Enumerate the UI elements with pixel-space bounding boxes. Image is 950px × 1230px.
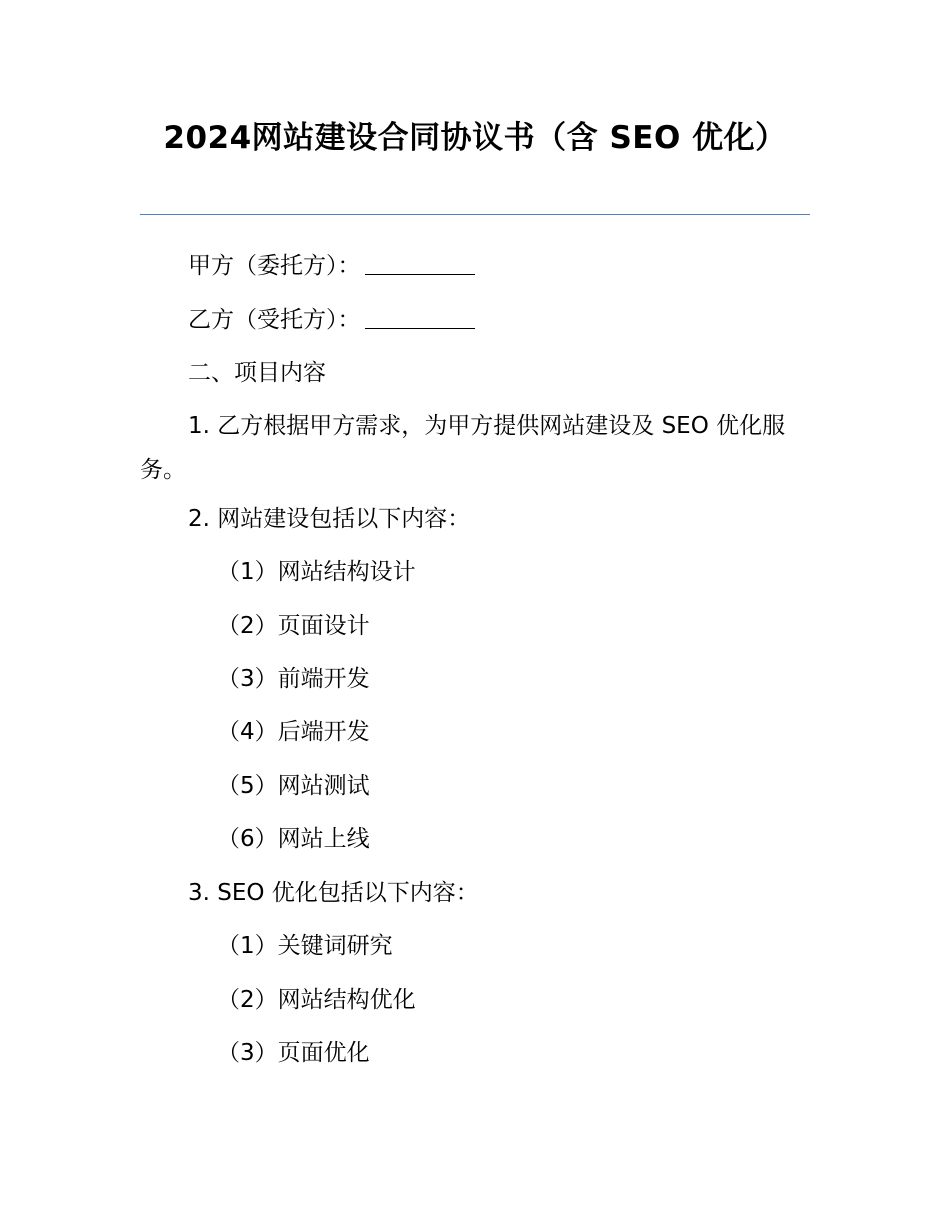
party-a-blank-field[interactable] [365,250,475,275]
party-b-blank-field[interactable] [365,304,475,329]
list-item: （6）网站上线 [217,826,370,852]
section-heading: 二、项目内容 [188,360,326,386]
party-b-line [188,300,475,340]
list-item: （1）网站结构设计 [217,559,416,585]
list-item: （2）页面设计 [217,613,370,639]
document-title: 2024网站建设合同协议书（含 SEO 优化） [163,120,787,156]
title-divider [140,214,810,215]
list-item: （3）前端开发 [217,666,370,692]
item-2-heading: 2. 网站建设包括以下内容： [188,506,471,532]
party-a-label: 甲方（委托方）： [188,253,361,279]
list-item: （2）网站结构优化 [217,987,416,1013]
party-b-label: 乙方（受托方）： [188,307,361,333]
list-item: （5）网站测试 [217,773,370,799]
list-item: （4）后端开发 [217,719,370,745]
item-3-heading: 3. SEO 优化包括以下内容： [188,880,479,906]
item-1-paragraph: 1. 乙方根据甲方需求，为甲方提供网站建设及 SEO 优化服务。 [140,413,786,483]
list-item: （3）页面优化 [217,1040,370,1066]
party-a-line [188,246,475,286]
list-item: （1）关键词研究 [217,933,393,959]
